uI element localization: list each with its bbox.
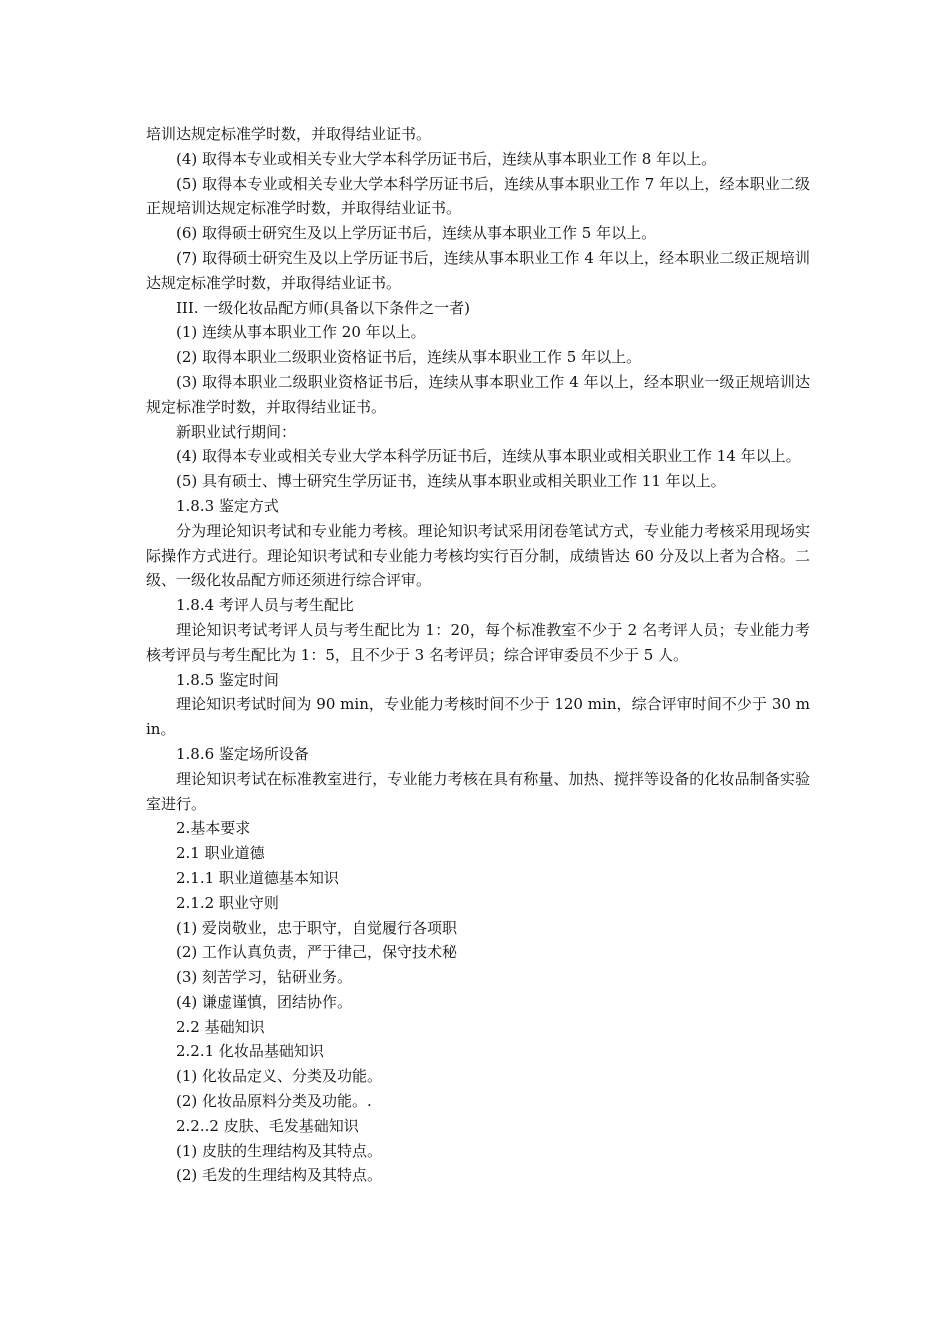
paragraph: 2.1.2 职业守则 — [176, 893, 279, 912]
paragraph: 2.1 职业道德 — [176, 844, 265, 863]
paragraph: (2) 毛发的生理结构及其特点。 — [176, 1166, 383, 1185]
paragraph: 1.8.5 鉴定时间 — [176, 670, 279, 689]
paragraph: 2.1.1 职业道德基本知识 — [176, 868, 339, 887]
paragraph: (3) 刻苦学习，钻研业务。 — [176, 968, 353, 987]
paragraph: 2.2.1 化妆品基础知识 — [176, 1042, 324, 1061]
paragraph: (2) 工作认真负责，严于律己，保守技术秘 — [176, 943, 458, 962]
paragraph: (7) 取得硕士研究生及以上学历证书后，连续从事本职业工作 4 年以上，经本职业二级正规培训达规定标准学时数，并取得结业证书。 — [146, 248, 810, 292]
paragraph: (5) 具有硕士、博士研究生学历证书，连续从事本职业或相关职业工作 11 年以上。 — [176, 472, 726, 491]
paragraph: 理论知识考试时间为 90 min，专业能力考核时间不少于 120 min，综合评审时间不少于 30 min。 — [146, 695, 810, 739]
paragraph: (5) 取得本专业或相关专业大学本科学历证书后，连续从事本职业工作 7 年以上，经本职业二级正规培训达规定标准学时数，并取得结业证书。 — [146, 174, 810, 218]
paragraph: (1) 爱岗敬业，忠于职守，自觉履行各项职 — [176, 918, 458, 937]
paragraph: (4) 取得本专业或相关专业大学本科学历证书后，连续从事本职业或相关职业工作 14 年以上。 — [176, 447, 801, 466]
paragraph: (3) 取得本职业二级职业资格证书后，连续从事本职业工作 4 年以上，经本职业一级正规培训达规定标准学时数，并取得结业证书。 — [146, 372, 810, 416]
paragraph: 2.2 基础知识 — [176, 1017, 265, 1036]
paragraph: (2) 取得本职业二级职业资格证书后，连续从事本职业工作 5 年以上。 — [176, 348, 642, 367]
paragraph: 理论知识考试在标准教室进行，专业能力考核在具有称量、加热、搅拌等设备的化妆品制备实验室进行。 — [146, 769, 810, 813]
paragraph: 新职业试行期间： — [176, 422, 297, 441]
paragraph: (1) 化妆品定义、分类及功能。 — [176, 1067, 383, 1086]
paragraph: (2) 化妆品原料分类及功能。. — [176, 1092, 372, 1111]
paragraph: 1.8.3 鉴定方式 — [176, 496, 279, 515]
paragraph: (1) 皮肤的生理结构及其特点。 — [176, 1141, 383, 1160]
paragraph: (6) 取得硕士研究生及以上学历证书后，连续从事本职业工作 5 年以上。 — [176, 224, 657, 243]
paragraph: 1.8.4 考评人员与考生配比 — [176, 596, 354, 615]
paragraph: (1) 连续从事本职业工作 20 年以上。 — [176, 323, 426, 342]
paragraph: 2.基本要求 — [176, 819, 251, 838]
paragraph: 理论知识考试考评人员与考生配比为 1：20，每个标准教室不少于 2 名考评人员；专业能力考核考评员与考生配比为 1：5，且不少于 3 名考评员；综合评审委员不少于 5 人。 — [146, 620, 810, 664]
paragraph: (4) 谦虚谨慎，团结协作。 — [176, 992, 353, 1011]
paragraph: III. 一级化妆品配方师(具备以下条件之一者) — [176, 298, 471, 317]
paragraph: 培训达规定标准学时数，并取得结业证书。 — [146, 125, 432, 143]
paragraph: 1.8.6 鉴定场所设备 — [176, 744, 309, 763]
paragraph: 分为理论知识考试和专业能力考核。理论知识考试采用闭卷笔试方式，专业能力考核采用现场实际操作方式进行。理论知识考试和专业能力考核均实行百分制，成绩皆达 60 分及以上者为合格。二级、一级化妆品配方师还须进行综合评审。 — [146, 521, 810, 590]
paragraph: (4) 取得本专业或相关专业大学本科学历证书后，连续从事本职业工作 8 年以上。 — [176, 149, 717, 168]
paragraph: 2.2..2 皮肤、毛发基础知识 — [176, 1116, 359, 1135]
document-body — [146, 122, 810, 1188]
